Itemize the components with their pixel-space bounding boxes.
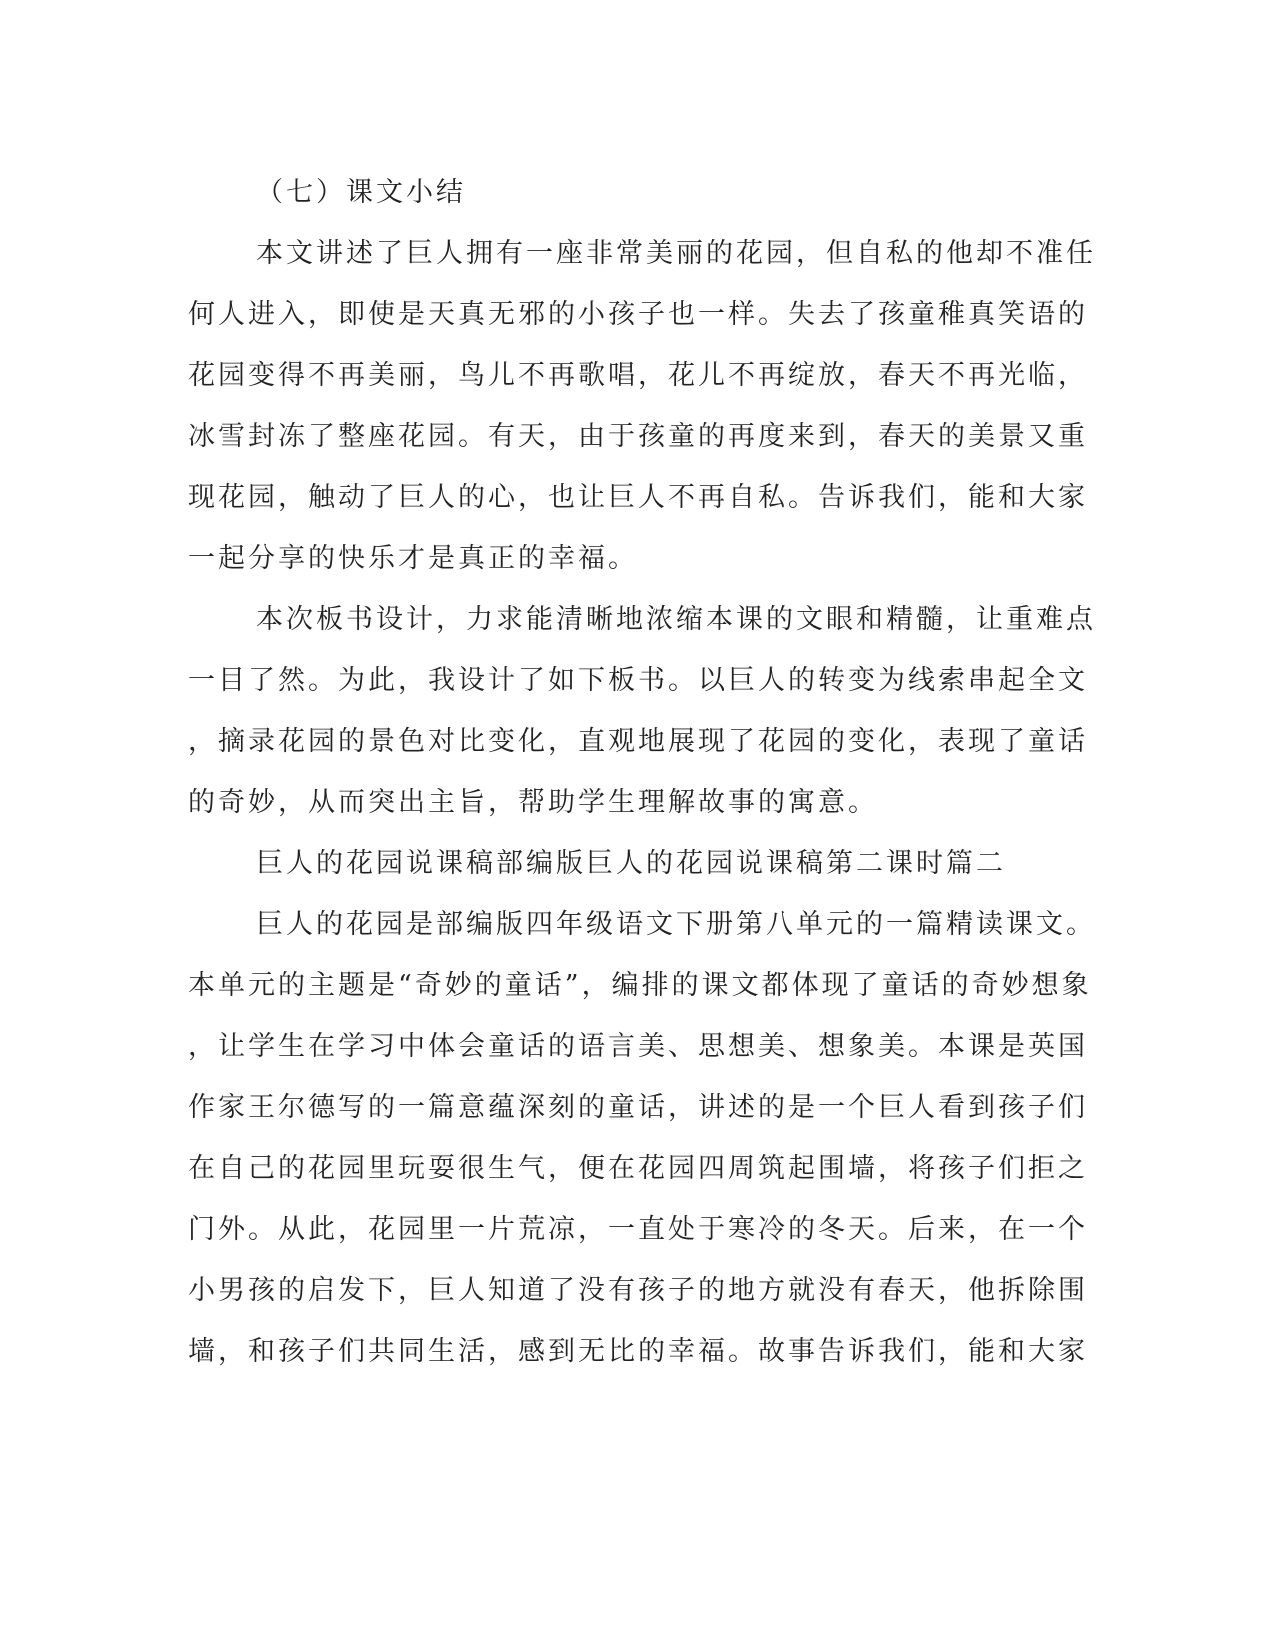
paragraph-line: 作家王尔德写的一篇意蕴深刻的童话，讲述的是一个巨人看到孩子们 [188,1092,1088,1123]
paragraph-line: ，让学生在学习中体会童话的语言美、思想美、想象美。本课是英国 [188,1031,1088,1062]
paragraph-line: 门外。从此，花园里一片荒凉，一直处于寒冷的冬天。后来，在一个 [188,1214,1088,1245]
paragraph-line: 一起分享的快乐才是真正的幸福。 [188,543,638,574]
paragraph-line: 本文讲述了巨人拥有一座非常美丽的花园，但自私的他却不准任 [256,238,1096,269]
paragraph-line: 一目了然。为此，我设计了如下板书。以巨人的转变为线索串起全文 [188,665,1088,696]
paragraph-line: 小男孩的启发下，巨人知道了没有孩子的地方就没有春天，他拆除围 [188,1275,1088,1306]
paragraph-line: 的奇妙，从而突出主旨，帮助学生理解故事的寓意。 [188,787,878,818]
paragraph-line: 现花园，触动了巨人的心，也让巨人不再自私。告诉我们，能和大家 [188,482,1088,513]
paragraph-line: 在自己的花园里玩耍很生气，便在花园四周筑起围墙，将孩子们拒之 [188,1153,1088,1184]
paragraph-line: 何人进入，即使是天真无邪的小孩子也一样。失去了孩童稚真笑语的 [188,299,1088,330]
paragraph-line: ，摘录花园的景色对比变化，直观地展现了花园的变化，表现了童话 [188,726,1088,757]
paragraph-line: 墙，和孩子们共同生活，感到无比的幸福。故事告诉我们，能和大家 [188,1336,1088,1367]
document-body [188,162,1096,1382]
paragraph-line: 冰雪封冻了整座花园。有天，由于孩童的再度来到，春天的美景又重 [188,421,1088,452]
paragraph-line: 本次板书设计，力求能清晰地浓缩本课的文眼和精髓，让重难点 [256,604,1096,635]
section-title-line: 巨人的花园说课稿部编版巨人的花园说课稿第二课时篇二 [256,848,1006,879]
paragraph-line: 花园变得不再美丽，鸟儿不再歌唱，花儿不再绽放，春天不再光临， [188,360,1088,391]
paragraph-line: 巨人的花园是部编版四年级语文下册第八单元的一篇精读课文。 [256,909,1096,940]
paragraph-line: 本单元的主题是“奇妙的童话”，编排的课文都体现了童话的奇妙想象 [188,970,1092,1001]
section-heading: （七）课文小结 [256,177,466,208]
